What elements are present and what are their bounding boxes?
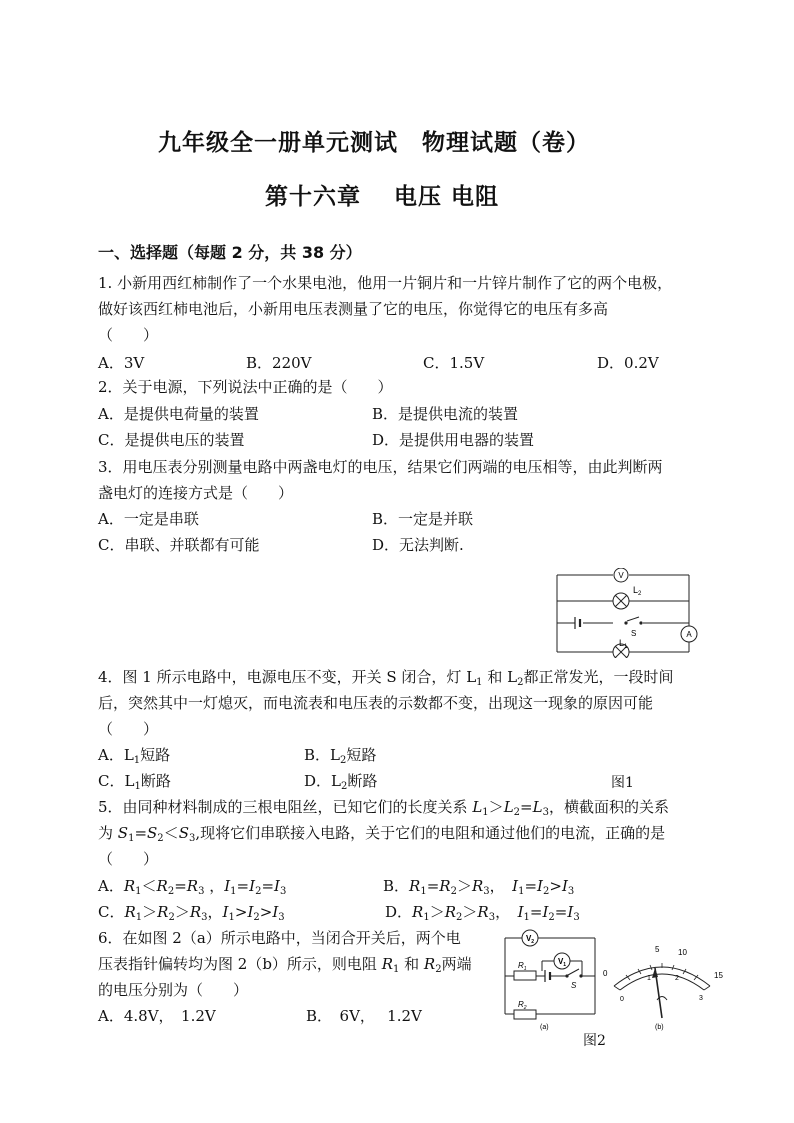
q5-option-b: B．$R_1=R_2>R_3$， $I_1=I_2>I_3$: [383, 877, 575, 897]
fig2-scale-bottom-1: 1: [647, 975, 651, 982]
q2-option-d: D．是提供用电器的装置: [372, 431, 535, 449]
fig2a-label: (a): [540, 1024, 549, 1031]
fig1-ammeter-label: A: [686, 630, 692, 639]
fig2-scale-top-5: 5: [655, 945, 660, 954]
fig1-voltmeter-label: V: [618, 571, 624, 580]
q3-option-a: A．一定是串联: [98, 510, 199, 528]
q5-text-line1: 5．由同种材料制成的三根电阻丝，已知它们的长度关系 $L_1>L_2=L_3$，横截面积的关系: [98, 798, 669, 818]
fig2-switch-label: S: [571, 981, 577, 990]
q4-text-line1: 4．图 1 所示电路中，电源电压不变，开关 S 闭合，灯 $L_1$ 和 $L_2$都正常发光，一段时间: [98, 668, 674, 688]
q3-option-b: B．一定是并联: [372, 510, 474, 528]
q4-text-line2: 后，突然其中一灯熄灭，而电流表和电压表的示数都不变，出现这一现象的原因可能: [98, 694, 654, 712]
fig2-scale-end-15: 15: [714, 971, 723, 980]
q6-text-line1: 6．在如图 2（a）所示电路中，当闭合开关后，两个电: [98, 929, 461, 947]
section-heading: 一、选择题（每题 2 分，共 38 分）: [98, 243, 362, 262]
figure-2b-meter: [600, 938, 725, 1038]
fig2-v2-label: $V_2$: [525, 934, 535, 945]
figure-1-caption: 图1: [611, 775, 634, 791]
fig1-l1-label: $L_1$: [619, 638, 628, 650]
q6-option-b: B． 6V， 1.2V: [306, 1007, 422, 1025]
figure-2-caption: 图2: [583, 1033, 606, 1049]
q4-text-line3: （ ）: [98, 720, 159, 738]
fig2-scale-bottom-3: 3: [699, 995, 703, 1002]
q4-option-d: D．$L_2$断路: [304, 772, 378, 792]
q1-text-line3: （ ）: [98, 326, 159, 344]
fig1-l2-label: $L_2$: [633, 585, 642, 597]
q2-option-a: A．是提供电荷量的装置: [98, 405, 259, 423]
q5-option-c: C．$R_1>R_2>R_3$，$I_1>I_2>I_3$: [98, 903, 285, 923]
fig2b-label: (b): [655, 1024, 664, 1031]
q6-option-a: A．4.8V， 1.2V: [98, 1007, 216, 1025]
fig2-scale-bottom-2: 2: [675, 975, 679, 982]
q4-option-c: C．$L_1$断路: [98, 772, 171, 792]
fig2-v1-label: $V_1$: [557, 957, 567, 968]
figure-2a-circuit: [500, 926, 605, 1032]
q2-text: 2．关于电源，下列说法中正确的是（ ）: [98, 378, 393, 396]
fig2-scale-end-0: 0: [603, 969, 608, 978]
q1-text-line1: 1. 小新用西红柿制作了一个水果电池，他用一片铜片和一片锌片制作了它的两个电极，: [98, 274, 673, 292]
q2-option-b: B．是提供电流的装置: [372, 405, 519, 423]
fig1-switch-label: S: [631, 629, 637, 638]
q4-option-a: A．$L_1$短路: [98, 746, 171, 766]
fig2-r1-label: $R_1$: [518, 961, 527, 972]
q1-option-d: D．0.2V: [597, 354, 659, 372]
q5-text-line3: （ ）: [98, 850, 159, 868]
fig2-r2-label: $R_2$: [518, 1000, 527, 1011]
q1-text-line2: 做好该西红柿电池后，小新用电压表测量了它的电压，你觉得它的电压有多高: [98, 300, 609, 318]
page-title: 九年级全一册单元测试 物理试题（卷）: [158, 130, 590, 156]
q5-option-a: A．$R_1<R_2=R_3$ ，$I_1=I_2=I_3$: [98, 877, 287, 897]
chapter-title: 第十六章 电压 电阻: [265, 184, 500, 210]
fig2-scale-bottom-0: 0: [620, 996, 624, 1003]
q2-option-c: C．是提供电压的装置: [98, 431, 245, 449]
q1-option-c: C．1.5V: [423, 354, 485, 372]
q5-option-d: D．$R_1>R_2>R_3$， $I_1=I_2=I_3$: [385, 903, 580, 923]
q1-option-a: A．3V: [98, 354, 145, 372]
q3-text-line2: 盏电灯的连接方式是（ ）: [98, 484, 294, 502]
q1-option-b: B．220V: [246, 354, 312, 372]
q3-option-c: C．串联、并联都有可能: [98, 536, 260, 554]
q4-option-b: B．$L_2$短路: [304, 746, 377, 766]
q3-option-d: D．无法判断.: [372, 536, 464, 554]
fig2-scale-top-10: 10: [678, 948, 687, 957]
figure-1-circuit: [553, 568, 703, 658]
q6-text-line2: 压表指针偏转均为图 2（b）所示，则电阻 $R_1$ 和 $R_2$两端: [98, 955, 472, 975]
q6-text-line3: 的电压分别为（ ）: [98, 981, 249, 999]
q3-text-line1: 3．用电压表分别测量电路中两盏电灯的电压，结果它们两端的电压相等，由此判断两: [98, 458, 663, 476]
q5-text-line2: 为 $S_1=S_2<S_3$,现将它们串联接入电路，关于它们的电阻和通过他们的电流，正确的是: [98, 824, 666, 844]
